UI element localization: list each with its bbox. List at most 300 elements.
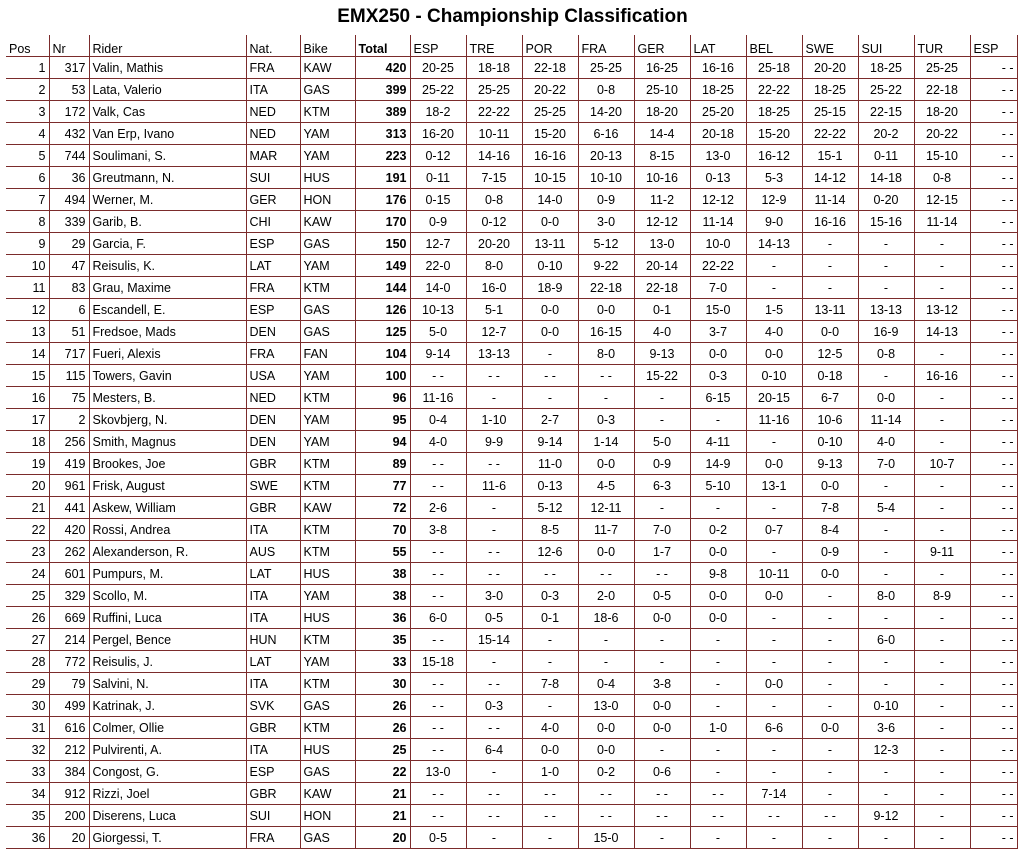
cell-round: - [914, 563, 970, 585]
cell-round: 0-0 [746, 673, 802, 695]
cell-rider: Van Erp, Ivano [89, 123, 246, 145]
cell-round: 8-5 [522, 519, 578, 541]
column-header-round: FRA [578, 35, 634, 57]
cell-round: 13-11 [522, 233, 578, 255]
cell-round: 9-9 [466, 431, 522, 453]
table-row [6, 739, 1017, 761]
cell-pos: 10 [6, 255, 49, 277]
cell-round: 20-25 [410, 57, 466, 79]
cell-round: 6-0 [858, 629, 914, 651]
cell-bike: YAM [300, 123, 355, 145]
cell-nr: 51 [49, 321, 89, 343]
cell-rider: Scollo, M. [89, 585, 246, 607]
table-row [6, 497, 1017, 519]
cell-round: 0-10 [746, 365, 802, 387]
cell-bike: YAM [300, 145, 355, 167]
cell-nr: 616 [49, 717, 89, 739]
table-row [6, 145, 1017, 167]
cell-round: - [802, 695, 858, 717]
column-header-round: TRE [466, 35, 522, 57]
cell-round: 11-14 [802, 189, 858, 211]
cell-nat: ESP [246, 233, 300, 255]
column-header-round: BEL [746, 35, 802, 57]
cell-bike: YAM [300, 255, 355, 277]
cell-round: - - [802, 805, 858, 827]
cell-round: 22-18 [578, 277, 634, 299]
cell-round: - [634, 651, 690, 673]
cell-round: - [746, 255, 802, 277]
cell-total: 25 [355, 739, 410, 761]
cell-pos: 4 [6, 123, 49, 145]
cell-nr: 317 [49, 57, 89, 79]
cell-nr: 212 [49, 739, 89, 761]
cell-rider: Valin, Mathis [89, 57, 246, 79]
cell-rider: Congost, G. [89, 761, 246, 783]
table-row [6, 255, 1017, 277]
cell-nr: 75 [49, 387, 89, 409]
column-header-round: LAT [690, 35, 746, 57]
cell-round: 0-20 [858, 189, 914, 211]
cell-round: 13-0 [634, 233, 690, 255]
cell-round: 15-16 [858, 211, 914, 233]
cell-round: 8-0 [466, 255, 522, 277]
cell-round: - - [522, 783, 578, 805]
cell-round: 15-20 [746, 123, 802, 145]
cell-round: - [466, 387, 522, 409]
cell-nat: SVK [246, 695, 300, 717]
cell-total: 70 [355, 519, 410, 541]
cell-round: 0-6 [634, 761, 690, 783]
column-header-round: ESP [970, 35, 1017, 57]
cell-round: - - [970, 651, 1017, 673]
cell-round: - - [970, 717, 1017, 739]
cell-round: - [858, 607, 914, 629]
cell-round: - [522, 343, 578, 365]
cell-round: - [914, 255, 970, 277]
cell-nr: 419 [49, 453, 89, 475]
cell-round: 0-4 [578, 673, 634, 695]
cell-round: - - [466, 673, 522, 695]
cell-round: 14-20 [578, 101, 634, 123]
cell-round: - - [970, 585, 1017, 607]
cell-pos: 16 [6, 387, 49, 409]
cell-rider: Giorgessi, T. [89, 827, 246, 849]
cell-round: 0-3 [466, 695, 522, 717]
cell-round: 9-8 [690, 563, 746, 585]
cell-round: 0-0 [522, 739, 578, 761]
cell-round: 12-15 [914, 189, 970, 211]
column-header-rider: Rider [89, 35, 246, 57]
cell-round: 7-8 [522, 673, 578, 695]
cell-round: - [746, 651, 802, 673]
cell-total: 389 [355, 101, 410, 123]
cell-round: - - [970, 299, 1017, 321]
cell-nat: NED [246, 101, 300, 123]
cell-rider: Rizzi, Joel [89, 783, 246, 805]
cell-pos: 22 [6, 519, 49, 541]
cell-round: - [802, 783, 858, 805]
cell-nr: 441 [49, 497, 89, 519]
cell-round: 9-13 [634, 343, 690, 365]
cell-round: 6-0 [410, 607, 466, 629]
cell-round: 10-15 [522, 167, 578, 189]
cell-round: 14-13 [746, 233, 802, 255]
cell-total: 36 [355, 607, 410, 629]
cell-round: - [802, 607, 858, 629]
cell-round: - - [578, 563, 634, 585]
cell-pos: 24 [6, 563, 49, 585]
cell-round: - [522, 695, 578, 717]
cell-round: - - [410, 739, 466, 761]
cell-total: 30 [355, 673, 410, 695]
cell-round: 22-18 [522, 57, 578, 79]
cell-nr: 432 [49, 123, 89, 145]
cell-round: 0-3 [578, 409, 634, 431]
cell-pos: 35 [6, 805, 49, 827]
cell-bike: KTM [300, 475, 355, 497]
cell-bike: HUS [300, 607, 355, 629]
cell-round: 9-12 [858, 805, 914, 827]
cell-nat: ITA [246, 585, 300, 607]
cell-round: 4-0 [746, 321, 802, 343]
cell-round: 15-22 [634, 365, 690, 387]
cell-round: - - [466, 365, 522, 387]
cell-round: 11-14 [914, 211, 970, 233]
cell-pos: 29 [6, 673, 49, 695]
cell-round: - [466, 519, 522, 541]
cell-round: 16-16 [522, 145, 578, 167]
cell-total: 96 [355, 387, 410, 409]
cell-nr: 384 [49, 761, 89, 783]
cell-round: - - [466, 453, 522, 475]
table-row [6, 189, 1017, 211]
cell-rider: Lata, Valerio [89, 79, 246, 101]
cell-rider: Frisk, August [89, 475, 246, 497]
table-body [6, 57, 1017, 849]
cell-pos: 31 [6, 717, 49, 739]
cell-round: - - [410, 783, 466, 805]
cell-bike: YAM [300, 409, 355, 431]
cell-round: 18-25 [802, 79, 858, 101]
table-row [6, 387, 1017, 409]
cell-round: 2-0 [578, 585, 634, 607]
cell-round: - [802, 651, 858, 673]
cell-round: 20-20 [466, 233, 522, 255]
cell-round: - - [970, 123, 1017, 145]
cell-total: 21 [355, 805, 410, 827]
cell-round: - - [970, 255, 1017, 277]
cell-bike: HUS [300, 739, 355, 761]
table-row [6, 123, 1017, 145]
cell-round: 11-2 [634, 189, 690, 211]
cell-round: 13-1 [746, 475, 802, 497]
table-row [6, 585, 1017, 607]
cell-nat: AUS [246, 541, 300, 563]
cell-round: 12-5 [802, 343, 858, 365]
cell-round: 18-6 [578, 607, 634, 629]
cell-rider: Greutmann, N. [89, 167, 246, 189]
cell-round: - [746, 695, 802, 717]
cell-round: - [914, 475, 970, 497]
cell-round: - - [970, 739, 1017, 761]
cell-round: - - [410, 673, 466, 695]
cell-round: 13-0 [410, 761, 466, 783]
cell-round: 8-0 [858, 585, 914, 607]
cell-nr: 115 [49, 365, 89, 387]
cell-round: 10-11 [746, 563, 802, 585]
cell-round: - [914, 761, 970, 783]
cell-round: 7-8 [802, 497, 858, 519]
column-header-bike: Bike [300, 35, 355, 57]
cell-round: 18-9 [522, 277, 578, 299]
cell-round: 16-16 [914, 365, 970, 387]
cell-rider: Skovbjerg, N. [89, 409, 246, 431]
cell-nat: NED [246, 387, 300, 409]
cell-round: 14-18 [858, 167, 914, 189]
cell-bike: KTM [300, 387, 355, 409]
cell-nat: MAR [246, 145, 300, 167]
cell-round: 25-25 [578, 57, 634, 79]
cell-round: - - [410, 475, 466, 497]
cell-nat: FRA [246, 277, 300, 299]
cell-round: 5-1 [466, 299, 522, 321]
cell-round: 0-0 [690, 607, 746, 629]
cell-bike: YAM [300, 431, 355, 453]
column-header-round: POR [522, 35, 578, 57]
table-row [6, 761, 1017, 783]
header-row [6, 35, 1017, 57]
cell-nr: 172 [49, 101, 89, 123]
table-row [6, 607, 1017, 629]
cell-round: 5-0 [410, 321, 466, 343]
cell-total: 35 [355, 629, 410, 651]
cell-round: - [802, 277, 858, 299]
cell-round: 18-20 [914, 101, 970, 123]
cell-round: 0-13 [690, 167, 746, 189]
cell-round: 7-0 [858, 453, 914, 475]
cell-nr: 2 [49, 409, 89, 431]
cell-nr: 262 [49, 541, 89, 563]
cell-round: 0-0 [578, 299, 634, 321]
cell-round: - - [522, 563, 578, 585]
cell-nr: 36 [49, 167, 89, 189]
cell-round: - - [970, 167, 1017, 189]
cell-round: 22-22 [746, 79, 802, 101]
cell-round: - [466, 497, 522, 519]
table-row [6, 541, 1017, 563]
cell-nr: 20 [49, 827, 89, 849]
table-row [6, 57, 1017, 79]
cell-round: - [914, 497, 970, 519]
cell-round: 1-0 [522, 761, 578, 783]
cell-round: 0-8 [858, 343, 914, 365]
cell-total: 100 [355, 365, 410, 387]
cell-nr: 329 [49, 585, 89, 607]
cell-round: 18-2 [410, 101, 466, 123]
cell-round: 13-13 [466, 343, 522, 365]
cell-total: 26 [355, 717, 410, 739]
cell-nat: NED [246, 123, 300, 145]
cell-round: - [746, 497, 802, 519]
cell-round: - - [522, 365, 578, 387]
cell-round: - [690, 827, 746, 849]
cell-bike: KAW [300, 497, 355, 519]
cell-round: 0-0 [746, 343, 802, 365]
cell-rider: Salvini, N. [89, 673, 246, 695]
cell-round: 4-5 [578, 475, 634, 497]
cell-bike: KAW [300, 211, 355, 233]
cell-round: - - [410, 585, 466, 607]
cell-round: - - [410, 805, 466, 827]
cell-round: - [914, 343, 970, 365]
cell-round: 0-1 [634, 299, 690, 321]
table-row [6, 783, 1017, 805]
cell-round: 14-9 [690, 453, 746, 475]
cell-nat: ITA [246, 673, 300, 695]
cell-nat: GBR [246, 717, 300, 739]
cell-round: - [746, 541, 802, 563]
cell-bike: HUS [300, 563, 355, 585]
cell-nat: ITA [246, 607, 300, 629]
cell-pos: 27 [6, 629, 49, 651]
cell-round: - [634, 409, 690, 431]
cell-round: 0-12 [466, 211, 522, 233]
table-row [6, 563, 1017, 585]
cell-round: - [690, 409, 746, 431]
cell-round: 25-10 [634, 79, 690, 101]
cell-pos: 12 [6, 299, 49, 321]
cell-round: 0-0 [634, 607, 690, 629]
cell-round: - [914, 717, 970, 739]
cell-round: 2-7 [522, 409, 578, 431]
cell-round: - [914, 409, 970, 431]
table-row [6, 431, 1017, 453]
cell-round: 11-6 [466, 475, 522, 497]
classification-table [6, 35, 1018, 849]
cell-pos: 25 [6, 585, 49, 607]
cell-bike: GAS [300, 299, 355, 321]
cell-round: 9-11 [914, 541, 970, 563]
cell-total: 313 [355, 123, 410, 145]
cell-total: 170 [355, 211, 410, 233]
cell-round: 9-22 [578, 255, 634, 277]
cell-pos: 28 [6, 651, 49, 673]
cell-round: 5-3 [746, 167, 802, 189]
cell-round: 22-22 [466, 101, 522, 123]
cell-round: 0-0 [802, 717, 858, 739]
cell-nr: 669 [49, 607, 89, 629]
cell-round: - [466, 651, 522, 673]
cell-round: 0-8 [914, 167, 970, 189]
cell-nr: 47 [49, 255, 89, 277]
cell-round: 12-9 [746, 189, 802, 211]
cell-round: 12-7 [466, 321, 522, 343]
cell-round: - - [466, 805, 522, 827]
cell-round: 0-0 [578, 739, 634, 761]
cell-total: 191 [355, 167, 410, 189]
cell-round: - - [970, 343, 1017, 365]
cell-round: 0-10 [802, 431, 858, 453]
cell-round: 1-10 [466, 409, 522, 431]
cell-nr: 29 [49, 233, 89, 255]
cell-round: 20-14 [634, 255, 690, 277]
cell-round: 9-13 [802, 453, 858, 475]
cell-rider: Diserens, Luca [89, 805, 246, 827]
cell-round: 0-0 [634, 695, 690, 717]
cell-round: 11-16 [746, 409, 802, 431]
cell-round: 16-12 [746, 145, 802, 167]
cell-round: - [522, 827, 578, 849]
table-row [6, 299, 1017, 321]
cell-round: 14-16 [466, 145, 522, 167]
cell-round: 3-6 [858, 717, 914, 739]
cell-round: 11-7 [578, 519, 634, 541]
cell-pos: 1 [6, 57, 49, 79]
cell-round: - - [634, 783, 690, 805]
cell-round: - - [970, 189, 1017, 211]
cell-round: 13-0 [578, 695, 634, 717]
cell-round: - [858, 365, 914, 387]
cell-round: 0-0 [522, 299, 578, 321]
cell-bike: KTM [300, 277, 355, 299]
cell-round: - [522, 651, 578, 673]
cell-round: 25-15 [802, 101, 858, 123]
cell-nat: ITA [246, 519, 300, 541]
cell-pos: 5 [6, 145, 49, 167]
cell-total: 26 [355, 695, 410, 717]
cell-pos: 36 [6, 827, 49, 849]
cell-round: 4-0 [522, 717, 578, 739]
cell-round: - - [410, 695, 466, 717]
cell-round: 12-7 [410, 233, 466, 255]
cell-nr: 420 [49, 519, 89, 541]
cell-pos: 3 [6, 101, 49, 123]
cell-rider: Reisulis, J. [89, 651, 246, 673]
cell-round: - - [970, 233, 1017, 255]
cell-round: 4-0 [858, 431, 914, 453]
cell-nr: 256 [49, 431, 89, 453]
cell-round: 15-14 [466, 629, 522, 651]
cell-total: 420 [355, 57, 410, 79]
cell-total: 223 [355, 145, 410, 167]
cell-round: 14-4 [634, 123, 690, 145]
cell-round: - - [466, 717, 522, 739]
cell-bike: KTM [300, 519, 355, 541]
cell-round: 0-18 [802, 365, 858, 387]
cell-round: - - [970, 453, 1017, 475]
cell-round: 22-15 [858, 101, 914, 123]
table-row [6, 79, 1017, 101]
cell-round: - - [970, 695, 1017, 717]
cell-round: - - [970, 387, 1017, 409]
column-header-pos: Pos [6, 35, 49, 57]
cell-round: - - [466, 563, 522, 585]
cell-rider: Brookes, Joe [89, 453, 246, 475]
cell-pos: 15 [6, 365, 49, 387]
cell-nr: 912 [49, 783, 89, 805]
table-row [6, 365, 1017, 387]
cell-round: 0-0 [522, 321, 578, 343]
cell-round: 12-6 [522, 541, 578, 563]
cell-round: - - [970, 79, 1017, 101]
cell-nat: GBR [246, 783, 300, 805]
cell-round: 0-0 [522, 211, 578, 233]
cell-round: 18-20 [634, 101, 690, 123]
cell-round: - [914, 607, 970, 629]
cell-bike: KTM [300, 673, 355, 695]
cell-round: - [858, 233, 914, 255]
table-row [6, 805, 1017, 827]
